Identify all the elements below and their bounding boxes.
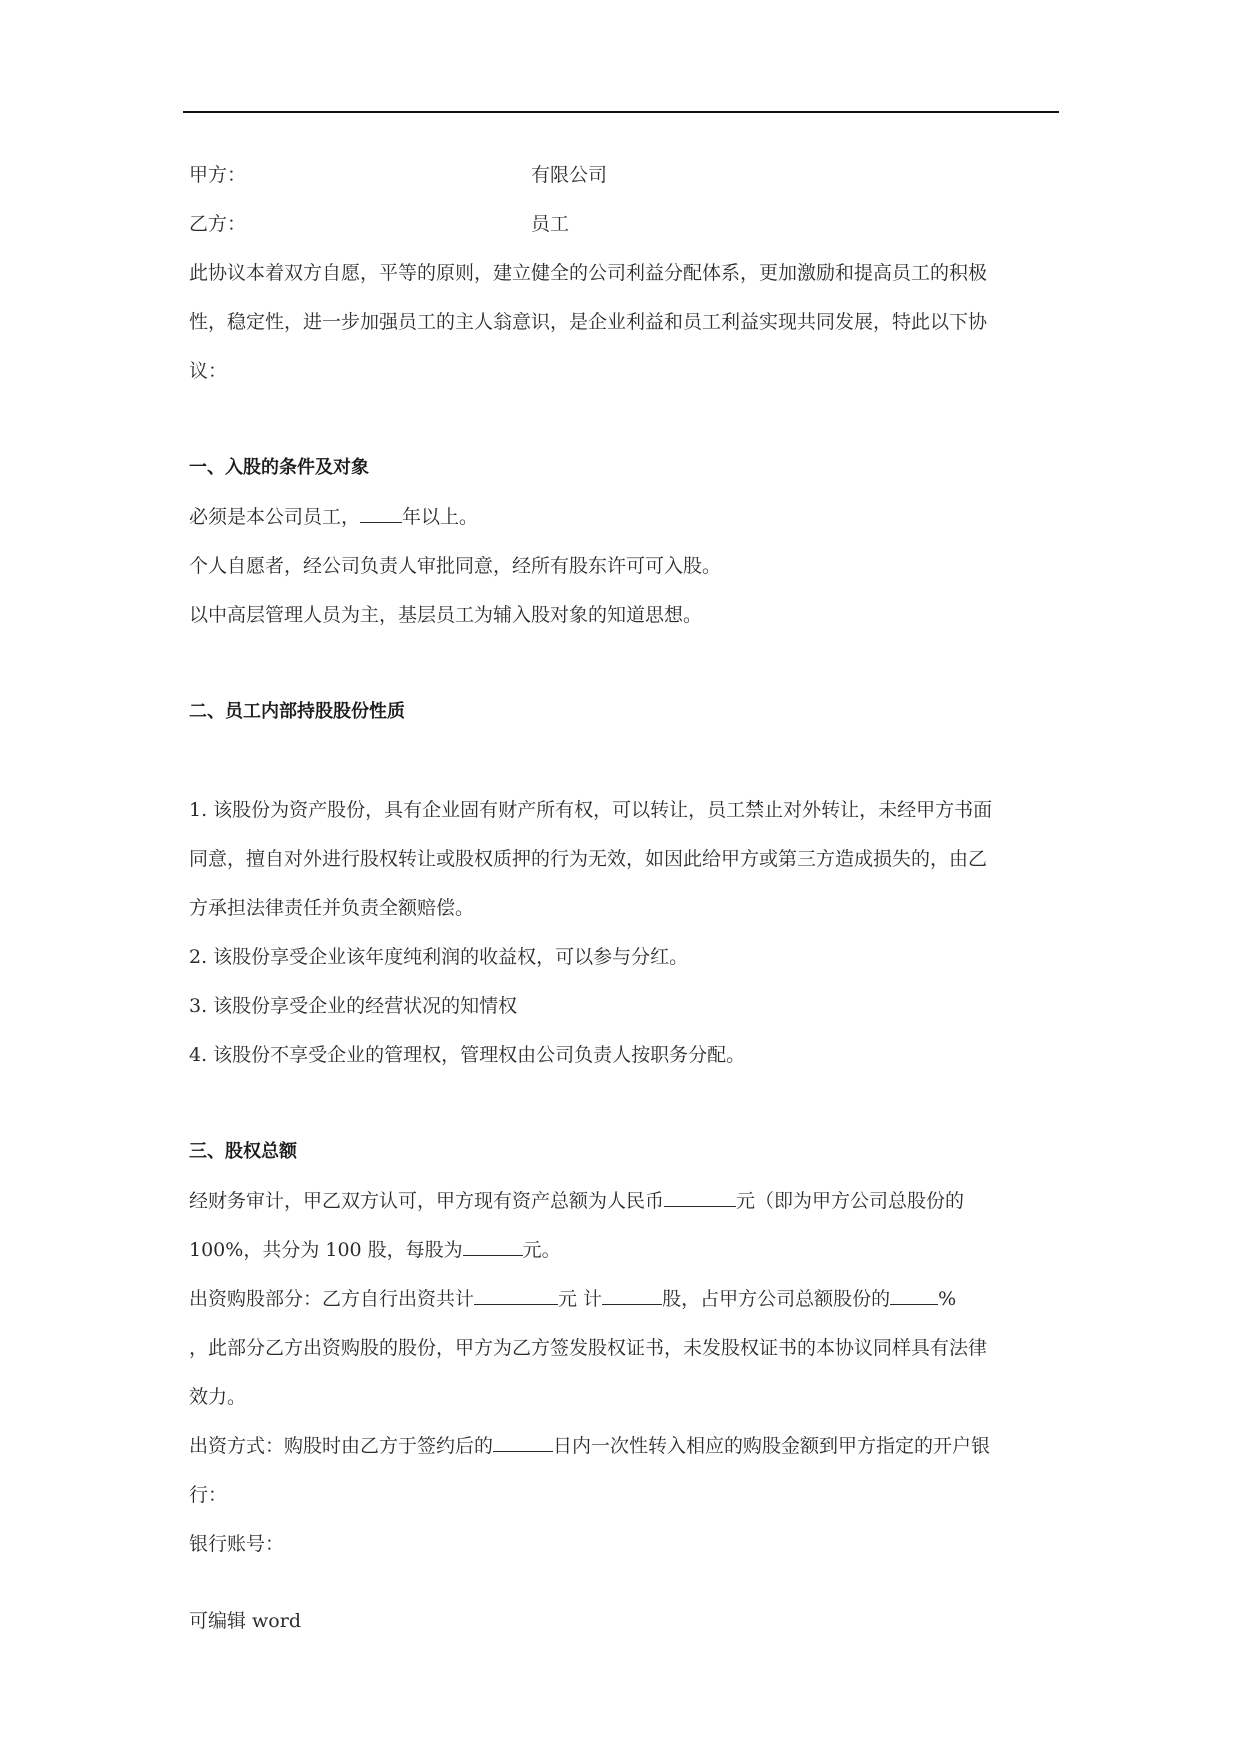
blank-days xyxy=(493,1433,553,1452)
section-2-title: 二、员工内部持股股份性质 xyxy=(189,701,405,722)
section-3-title: 三、股权总额 xyxy=(189,1141,297,1162)
section-2-item-1-line-3: 方承担法律责任并负责全额赔偿。 xyxy=(189,897,475,919)
blank-share-count xyxy=(602,1286,662,1305)
section-3-bank-account: 银行账号： xyxy=(189,1533,285,1555)
party-b-value: 员工 xyxy=(531,213,570,235)
blank-total-assets xyxy=(664,1188,736,1207)
blank-investment-amount xyxy=(474,1286,558,1305)
section-3-para-2-line-3: 效力。 xyxy=(189,1386,247,1408)
text: 出资方式：购股时由乙方于签约后的 xyxy=(189,1435,494,1457)
text: 100%，共分为 100 股，每股为 xyxy=(189,1239,463,1261)
blank-years xyxy=(360,504,402,523)
section-2-item-1-line-2: 同意，擅自对外进行股权转让或股权质押的行为无效，如因此给甲方或第三方造成损失的，由乙 xyxy=(189,848,988,870)
section-2-item-2: 2. 该股份享受企业该年度纯利润的收益权，可以参与分红。 xyxy=(189,946,689,968)
header-rule xyxy=(183,111,1059,113)
text: 年以上。 xyxy=(402,506,479,528)
intro-line-1: 此协议本着双方自愿，平等的原则，建立健全的公司利益分配体系，更加激励和提高员工的积极 xyxy=(189,262,988,284)
footer-note: 可编辑 word xyxy=(189,1610,301,1632)
text: 股，占甲方公司总额股份的 xyxy=(662,1288,891,1310)
text: 元 计 xyxy=(558,1288,603,1310)
section-2-item-1-line-1: 1. 该股份为资产股份，具有企业固有财产所有权，可以转让，员工禁止对外转让，未经甲方书面 xyxy=(189,799,993,821)
party-b-label: 乙方： xyxy=(189,213,247,235)
intro-line-2: 性，稳定性，进一步加强员工的主人翁意识，是企业利益和员工利益实现共同发展，特此以下协 xyxy=(189,311,988,333)
section-3-para-3-line-1 xyxy=(189,1433,990,1459)
text: 经财务审计，甲乙双方认可，甲方现有资产总额为人民币 xyxy=(189,1190,665,1212)
text: % xyxy=(938,1288,957,1310)
section-3-para-1-line-1 xyxy=(189,1188,964,1214)
section-3-para-3-line-2: 行： xyxy=(189,1484,228,1506)
text: 出资购股部分：乙方自行出资共计 xyxy=(189,1288,475,1310)
text: 必须是本公司员工， xyxy=(189,506,361,528)
text: 日内一次性转入相应的购股金额到甲方指定的开户银 xyxy=(553,1435,991,1457)
section-1-title: 一、入股的条件及对象 xyxy=(189,457,369,478)
section-1-para-3: 以中高层管理人员为主，基层员工为辅入股对象的知道思想。 xyxy=(189,604,703,626)
party-a-value: 有限公司 xyxy=(531,164,608,186)
section-1-para-1 xyxy=(189,504,478,530)
section-3-para-2-line-2: ，此部分乙方出资购股的股份，甲方为乙方签发股权证书，未发股权证书的本协议同样具有法律 xyxy=(189,1337,988,1359)
party-a-label: 甲方： xyxy=(189,164,247,186)
blank-share-price xyxy=(463,1237,523,1256)
text: 元（即为甲方公司总股份的 xyxy=(736,1190,965,1212)
section-3-para-2-line-1 xyxy=(189,1286,956,1312)
intro-line-3: 议： xyxy=(189,360,228,382)
blank-share-percent xyxy=(890,1286,938,1305)
section-3-para-1-line-2 xyxy=(189,1237,561,1263)
section-2-item-3: 3. 该股份享受企业的经营状况的知情权 xyxy=(189,995,518,1017)
section-1-para-2: 个人自愿者，经公司负责人审批同意，经所有股东许可可入股。 xyxy=(189,555,722,577)
section-2-item-4: 4. 该股份不享受企业的管理权，管理权由公司负责人按职务分配。 xyxy=(189,1044,746,1066)
text: 元。 xyxy=(522,1239,561,1261)
